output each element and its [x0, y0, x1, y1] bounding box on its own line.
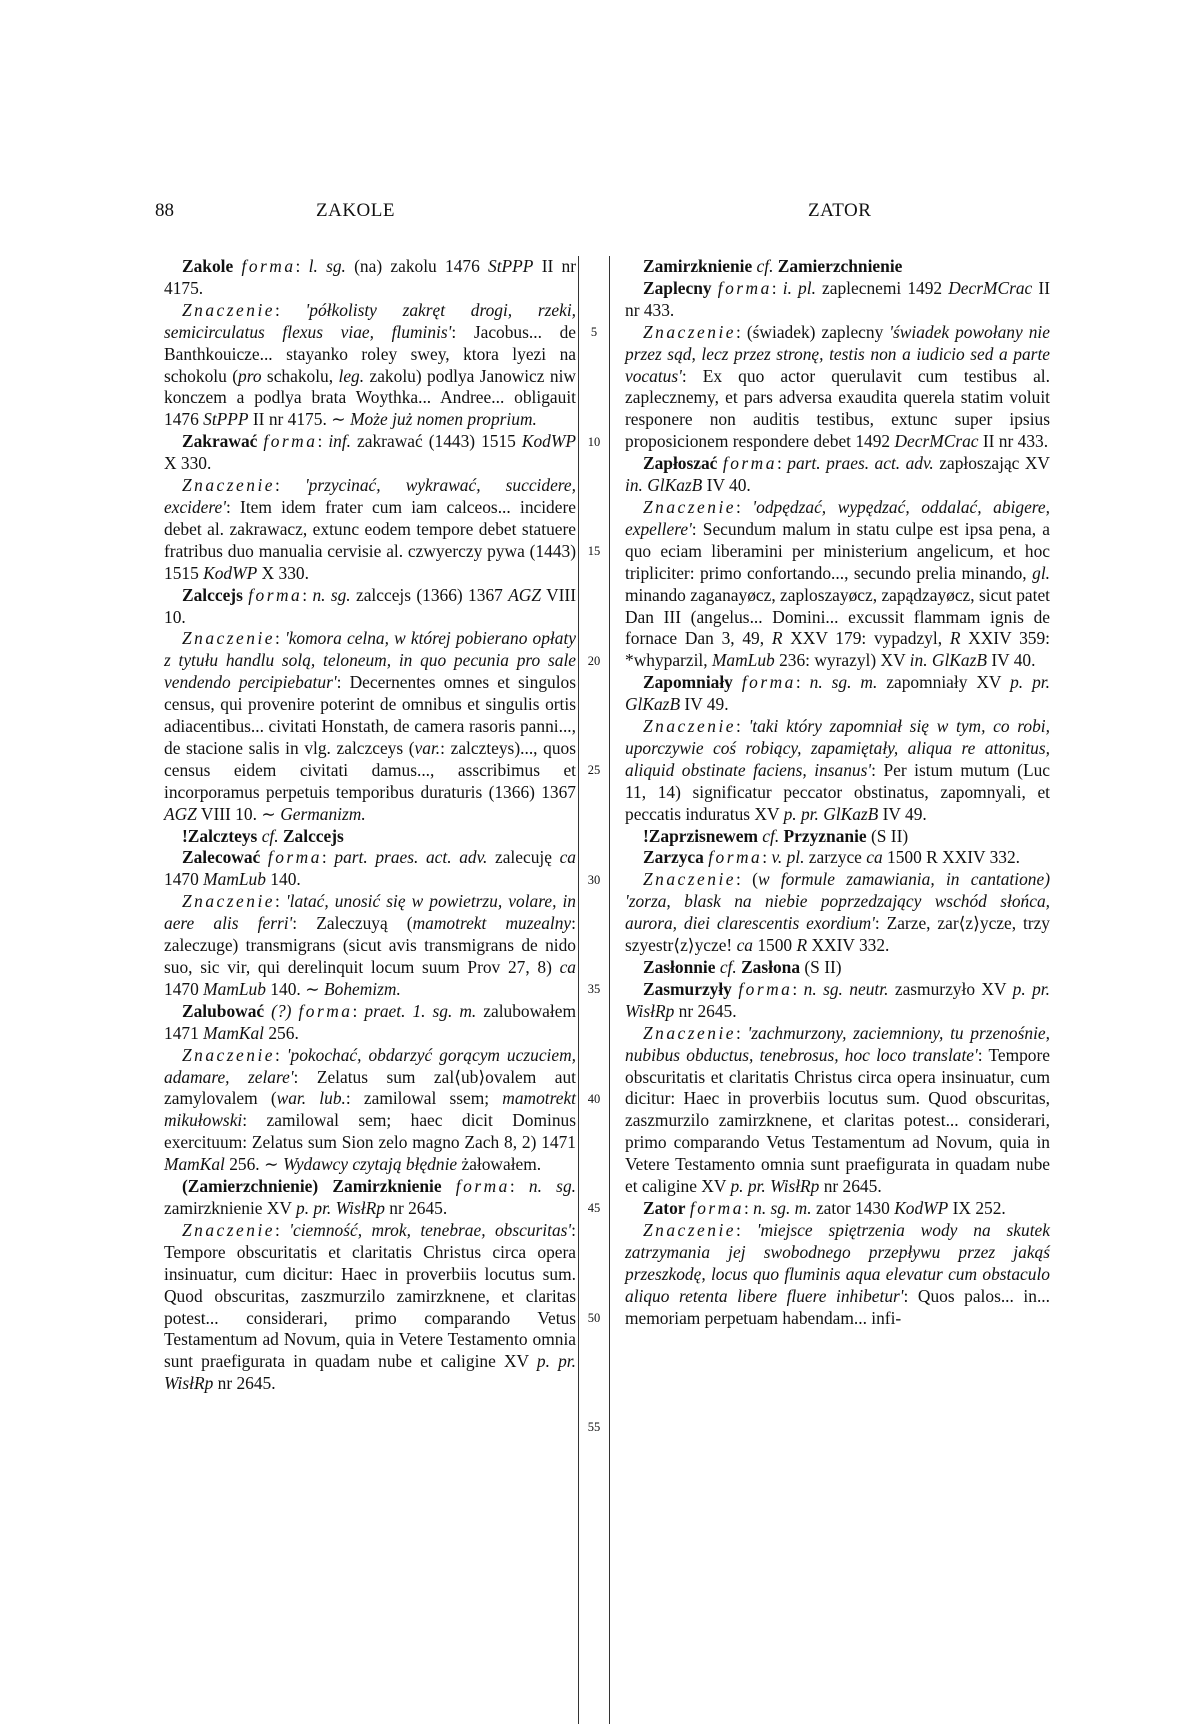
tilde-icon: ∼ [264, 1154, 279, 1175]
grammar-label: praet. 1. sg. m. [364, 1000, 477, 1021]
tilde-icon: ∼ [261, 803, 276, 824]
text: ca [866, 847, 883, 868]
source-abbrev: R [949, 628, 961, 649]
znaczenie-label: Znaczenie [182, 1219, 276, 1240]
text: (S II) [866, 825, 909, 846]
text: : Jacobus... de Banthkouicze... stayanko roley swey, ktora lyezi na schokolu ( [164, 321, 576, 386]
source-abbrev: MamLub [203, 978, 266, 999]
source-abbrev: WisłRp [625, 1000, 675, 1021]
grammar-label: part. praes. act. adv. [334, 847, 488, 868]
text: zator 1430 [811, 1197, 895, 1218]
text: minando zaganayøcz, zaploszayøcz, zapądzayøcz, sicut patet Dan III (angelus... Domini... excussit flammam ignis de fornace Dan 3, 49, [625, 584, 1050, 649]
definition: 'zachmurzony, zaciemniony, tu przenośnie, nubibus obductus, tenebrosus, hoc loco translate' [625, 1022, 1050, 1065]
cross-ref: Przyznanie [779, 825, 867, 846]
text: II nr 433. [978, 431, 1049, 452]
text: : ( [736, 869, 758, 890]
text: : [776, 453, 788, 474]
text: (?) [264, 1000, 299, 1021]
text: : [295, 256, 309, 276]
text: : zaleczuge) transmigrans (sicut avis transmigrans de nido suo, sic vir, qui derelinquit locum suum Prov 27, 8) [164, 913, 576, 977]
meaning-zarzyca [625, 869, 1050, 957]
text: : Tempore obscuritatis et claritatis Christus circa opera insinuatur, cum dicitur: Haec in proverbiis locutus sum. Quod obscuritas, zaszmurzilo zamirzknene, et claritas potest... considerari, primo comparando Vetus Testamentum ad Novum, quia in Vetere Testamento omnia sunt praefigurata in quadam nube et caligine XV [625, 1044, 1050, 1197]
headword: Zalccejs [182, 584, 243, 605]
text: IX 252. [948, 1197, 1006, 1218]
forma-label: forma [267, 847, 322, 868]
entry-zaslonnie [625, 957, 1050, 979]
cross-ref-label: cf. [757, 825, 780, 846]
text: 1470 [164, 869, 204, 890]
text: 256. [264, 1022, 299, 1043]
headword: Zamirzknienie [643, 256, 753, 276]
text: II nr 433. [625, 277, 1050, 320]
text: in. [625, 475, 643, 496]
source-abbrev: StPPP [488, 256, 534, 276]
text: : [771, 277, 783, 298]
source-abbrev: MamLub [711, 650, 775, 671]
grammar-label: n. sg. [528, 1176, 576, 1197]
text: : [352, 1000, 365, 1021]
definition: 'odpędzać, wypędzać, oddalać, abigere, expellere' [625, 496, 1050, 539]
line-number: 10 [587, 435, 601, 449]
line-number: 20 [587, 654, 601, 668]
tilde-icon: ∼ [331, 409, 346, 430]
source-abbrev: WisłRp [765, 1176, 820, 1197]
text: IV 49. [680, 694, 729, 715]
line-number: 25 [587, 763, 601, 777]
meaning-zakrawac: Znaczenie: 'przycinać, wykrawać, succidere, excidere': Item idem frater cum iam calceos... incidere debet al. zakrawacz, extunc eodem tempore debet statuere fratribus duo manualia cervisie al. czwyerczy pywa (1443) 1515 KodWP X 330. [164, 475, 576, 583]
text: XXIV 359: *whyparzil, [625, 628, 1050, 671]
definition: 'latać, unosić się w powietrzu, volare, in aere alis ferri' [164, 891, 576, 934]
entry-zalecowac [164, 847, 576, 891]
tilde-icon: ∼ [305, 978, 320, 999]
text: : Secundum malum in statu culpe est ipsa pena, a quo eciam liberamini per ministerium angelicum, et hoc tripliciter: primo confortando..., secundo prelia minando, [625, 518, 1050, 583]
forma-label: forma [241, 256, 296, 276]
text: : Item idem frater cum iam calceos... incidere debet al. zakrawacz, extunc eodem tempore debet statuere fratribus duo manualia cervisie al. czwyerczy pywa (1443) 1515 [164, 496, 576, 583]
cross-ref: Zalccejs [278, 825, 344, 846]
text: IV 40. [986, 650, 1036, 671]
definition: 'taki który zapomniał się w tym, co robi, uporczywie coś robiący, zapamiętały, aliqua re attonitus, aliquid obstinate faciens, insanus' [625, 716, 1050, 780]
text: zakolu) podlya Janowicz niw konczem a podlya brata Woythka... Andree... obligauit 1476 [164, 365, 576, 430]
entry-zaprzisnewem [625, 826, 1050, 848]
cross-ref-label: cf. [257, 825, 279, 846]
text: schakolu, [261, 365, 339, 386]
cross-ref-label: cf. [752, 256, 774, 276]
meaning-zasmurzyly: Znaczenie: 'zachmurzony, zaciemniony, tu przenośnie, nubibus obductus, tenebrosus, hoc loco translate': Tempore obscuritatis et claritatis Christus circa opera insinuatur, cum dicitur: Haec in proverbiis locutus sum. Quod obscuritas, zaszmurzilo zamirzknene, et claritas potest... considerari, primo comparando Vetus Testamentum ad Novum, quia in Vetere Testamento omnia sunt praefigurata in quadam nube et caligine XV p. pr. WisłRp nr 2645. [625, 1022, 1050, 1197]
definition: 'komora celna, w której pobierano opłaty z tytułu handlu solą, teloneum, in quo pecunia pro sale vendendo percipiebatur' [164, 628, 576, 693]
running-head-right: ZATOR [808, 200, 872, 221]
forma-label: forma [722, 453, 777, 474]
text: : zamilowal sem; haec dicit Dominus exercituum: Zelatus sum Sion zelo magno Zach 8, 2) 1471 [164, 1110, 576, 1153]
source-abbrev: WisłRp [331, 1197, 385, 1218]
text: 140. [265, 869, 301, 890]
grammar-label: n. sg. neutr. [803, 978, 889, 999]
text: XXV 179: vypadzyl, [782, 628, 950, 649]
headword: Zapomniały [643, 672, 733, 693]
text: leg. [338, 365, 365, 386]
headword: !Zaprzisnewem [643, 825, 758, 846]
forma-label: forma [298, 1000, 353, 1021]
entry-zator [625, 1198, 1050, 1220]
entry-zaplecny [625, 278, 1050, 322]
definition: 'przycinać, wykrawać, succidere, excidere' [164, 475, 576, 517]
page-number: 88 [155, 200, 174, 221]
text: II nr 4175. [164, 256, 577, 298]
text: IV 40. [702, 475, 751, 496]
line-number: 15 [587, 544, 601, 558]
text: zakrawać (1443) 1515 [351, 431, 522, 452]
meaning-zalecowac: Znaczenie: 'latać, unosić się w powietrzu, volare, in aere alis ferri': Zaleczuyą (mamotrekt muzealny: zaleczuge) transmigrans (sicut avis transmigrans de nido suo, sic vir, qui derelinquit locum suum Prov 27, 8) ca 1470 MamLub 140. ∼ Bohemizm. [164, 891, 576, 999]
entry-zalubowac [164, 1001, 576, 1045]
headword: Zasmurzyły [643, 978, 732, 999]
grammar-label: n. sg. [312, 584, 351, 605]
entry-zalccejs [164, 585, 576, 629]
grammar-label: v. pl. [771, 847, 805, 868]
right-column [625, 256, 1050, 1329]
znaczenie-label: Znaczenie [643, 496, 737, 517]
text: : zamilowal ssem; [345, 1088, 503, 1109]
grammar-label: part. praes. act. adv. [787, 453, 934, 474]
text: : [762, 847, 772, 868]
note: Bohemizm. [319, 978, 401, 999]
text: : [743, 1197, 754, 1218]
meaning-zaplecny [625, 322, 1050, 453]
source-abbrev: p. pr. GlKazB [783, 803, 879, 824]
text: nr 2645. [674, 1000, 737, 1021]
headword: Zalecować [182, 847, 261, 868]
headword: Zapłoszać [643, 453, 718, 474]
znaczenie-label: Znaczenie [182, 475, 276, 496]
note: Germanizm. [275, 803, 366, 824]
text: zapomniały XV [877, 672, 1011, 693]
znaczenie-label: Znaczenie [182, 299, 276, 320]
text: mamotrekt muzealny [412, 913, 572, 934]
line-number: 55 [587, 1420, 601, 1434]
grammar-label: inf. [328, 431, 352, 452]
text: ca [559, 957, 576, 977]
text: war. lub. [276, 1088, 346, 1109]
definition: 'półkolisty zakręt drogi, rzeki, semicirculatus flexus viae, fluminis' [164, 299, 576, 342]
text: nr 2645. [819, 1176, 882, 1197]
text: IV 49. [878, 803, 927, 824]
page-header [0, 200, 1183, 230]
text: X 330. [164, 453, 212, 474]
cross-ref-label: cf. [715, 957, 737, 977]
text: p. pr. [1010, 672, 1050, 693]
source-abbrev: R [771, 628, 783, 649]
cross-ref: Zamierzchnienie [773, 256, 903, 276]
grammar-label: n. sg. m. [753, 1197, 812, 1218]
line-number: 35 [587, 982, 601, 996]
text: : zalczteys)..., quos census eidem civitati damus..., asscribimus et incorporamus perpetuis temporibus duraturis (1366) 1367 [164, 737, 576, 802]
definition: w formule zamawiania, in cantatione) 'zorza, blask na niebie poprzedzający wschód słońca, aurora, diei clarescentis exordium' [625, 869, 1050, 934]
grammar-label: i. pl. [782, 277, 816, 298]
running-head-left: ZAKOLE [316, 200, 395, 221]
text: żałowałem. [457, 1154, 542, 1175]
text: 1470 [164, 978, 204, 999]
text: VIII 10. [164, 584, 577, 627]
entry-zakrawac [164, 431, 576, 475]
text: gl. [1032, 562, 1050, 583]
text: 140. [265, 978, 306, 999]
entry-zarzyca [625, 847, 1050, 869]
text: p. pr. [730, 1176, 766, 1197]
znaczenie-label: Znaczenie [643, 321, 737, 342]
headword: Zaplecny [643, 277, 712, 298]
definition: 'świadek powołany nie przez sąd, lecz przez stronę, testis non a iudicio sed a parte vocatus' [625, 321, 1050, 386]
text: p. pr. [296, 1197, 332, 1218]
line-number-gutter [578, 256, 610, 1724]
line-number: 30 [587, 873, 601, 887]
text: VIII 10. [196, 803, 262, 824]
definition: 'miejsce spiętrzenia wody na skutek zatrzymania jej swobodnego przepływu przez jakąś przeszkodę, locus quo fluminis aqua elevatur cum obstaculo aliquo retenta libere fluere inhibetur' [625, 1219, 1050, 1306]
headword: Zasłonnie [643, 957, 716, 977]
text: : Quos palos... in... memoriam perpetuam habendam... infi- [625, 1285, 1050, 1328]
line-number: 45 [587, 1201, 601, 1215]
text: nr 2645. [213, 1373, 276, 1394]
source-abbrev: MamKal [164, 1154, 225, 1175]
headword: Zalubować [182, 1000, 265, 1021]
meaning-zamirzknienie: Znaczenie: 'ciemność, mrok, tenebrae, obscuritas': Tempore obscuritatis et claritatis Christus circa opera insinuatur, cum dicitur: Haec in proverbiis locutus sum. Quod obscuritas, zaszmurzilo zamirzknene, et claritas potest... considerari, primo comparando Vetus Testamentum ad Novum, quia in Vetere Testamento omnia sunt praefigurata in quadam nube et caligine XV p. pr. WisłRp nr 2645. [164, 1219, 576, 1394]
line-number: 50 [587, 1311, 601, 1325]
text: (S II) [800, 957, 842, 977]
text: zarzyce [804, 847, 867, 868]
text: nr 2645. [384, 1197, 448, 1218]
forma-label: forma [455, 1176, 510, 1197]
text: zalubowałem 1471 [164, 1000, 576, 1043]
text: : [792, 978, 804, 999]
source-abbrev: KodWP [894, 1197, 949, 1218]
source-abbrev: StPPP [203, 409, 249, 430]
text: ca [736, 935, 753, 956]
note: Może już nomen proprium. [345, 409, 537, 430]
znaczenie-label: Znaczenie [643, 1219, 737, 1240]
note: Wydawcy czytają błędnie [278, 1154, 458, 1175]
line-number: 40 [587, 1092, 601, 1106]
text: : [321, 847, 335, 868]
text: : Zaleczuyą ( [292, 913, 413, 934]
source-abbrev: KodWP [521, 431, 576, 452]
meaning-zaploszac: Znaczenie: 'odpędzać, wypędzać, oddalać, abigere, expellere': Secundum malum in statu culpe est ipsa pena, a quo eciam liberamini per ministerium angelicum, et hoc tripliciter: primo confortando..., secundo prelia minando, gl. minando zaganayøcz, zaploszayøcz, zapądzayøcz, sicut patet Dan III (angelus... Domini... excussit flammam ignis de fornace Dan 3, 49, R XXV 179: vypadzyl, R XXIV 359: *whyparzil, MamLub 236: wyrazyl) XV in. GlKazB IV 40. [625, 496, 1050, 671]
source-abbrev: AGZ [508, 584, 542, 605]
text: : Zarze, zar⟨z⟩ycze, trzy szyestr⟨z⟩ycze! [625, 913, 1050, 956]
source-abbrev: MamLub [203, 869, 266, 890]
text: 1500 [753, 935, 797, 956]
text: : Zelatus sum zal⟨ub⟩ovalem aut zamylovalem ( [164, 1066, 576, 1109]
entry-zamirzknienie-ref [625, 256, 1050, 278]
headword: Zakole [182, 256, 234, 276]
entry-zalczteys [164, 826, 576, 848]
text: : [795, 672, 810, 693]
forma-label: forma [708, 847, 763, 868]
forma-label: forma [248, 584, 303, 605]
text: X 330. [257, 562, 309, 583]
znaczenie-label: Znaczenie [182, 1044, 276, 1065]
text: : (świadek) zaplecny [736, 321, 890, 342]
forma-label: forma [263, 431, 318, 452]
entry-zaploszac [625, 453, 1050, 497]
text: 1500 R XXIV 332. [882, 847, 1021, 868]
source-abbrev: DecrMCrac [894, 431, 979, 452]
source-abbrev: DecrMCrac [948, 277, 1033, 298]
text: p. pr. [1012, 978, 1050, 999]
text: : [317, 431, 329, 452]
headword: Zator [643, 1197, 686, 1218]
meaning-zator: Znaczenie: 'miejsce spiętrzenia wody na skutek zatrzymania jej swobodnego przepływu przez jakąś przeszkodę, locus quo fluminis aqua elevatur cum obstaculo aliquo retenta libere fluere inhibetur': Quos palos... in... memoriam perpetuam habendam... infi- [625, 1219, 1050, 1328]
znaczenie-label: Znaczenie [182, 628, 276, 649]
text: zalecuję [487, 847, 560, 868]
text: zamirzknienie XV [164, 1197, 296, 1218]
grammar-label: n. sg. m. [809, 672, 878, 693]
znaczenie-label: Znaczenie [643, 1022, 737, 1043]
entry-zapomnialy [625, 672, 1050, 716]
text: 256. [224, 1154, 265, 1175]
headword: Zakrawać [182, 431, 258, 452]
source-abbrev: in. GlKazB [909, 650, 987, 671]
source-abbrev: GlKazB [625, 694, 681, 715]
text: ca [559, 847, 576, 868]
forma-label: forma [738, 978, 793, 999]
text: (na) zakolu 1476 [345, 256, 489, 276]
text: XXIV 332. [807, 935, 890, 956]
entry-zasmurzyly [625, 979, 1050, 1023]
forma-label: forma [689, 1197, 744, 1218]
text: : Ex quo actor querulavit cum testibus al. zaplecznemy, et pars adversa exaudita querela statim voluit responere non auditis testibus, extunc super ipsius proposicionem respondere debet 1492 [625, 365, 1050, 452]
text: : [302, 584, 313, 605]
meaning-zalccejs: Znaczenie: 'komora celna, w której pobierano opłaty z tytułu handlu solą, teloneum, in quo pecunia pro sale vendendo percipiebatur': Decernentes omnes et singulos census, qui provenire poterint de omnibus et singulis ortis adiacentibus... civitati Honstath, de camera rasoris panni..., de stacione salis in vlg. zalczceys (var.: zalczteys)..., quos census eidem civitati damus..., asscribimus et incorporamus perpetuis temporibus duraturis (1366) 1367 AGZ VIII 10. ∼ Germanizm. [164, 628, 577, 824]
text: : Per istum mutum (Luc 11, 14) significatur peccator obstinatus, zapomnyali, et peccatis induratus XV [625, 759, 1050, 824]
definition: 'ciemność, mrok, tenebrae, obscuritas' [289, 1219, 572, 1240]
source-abbrev: AGZ [164, 803, 197, 824]
entry-zamirzknienie [164, 1176, 576, 1220]
znaczenie-label: Znaczenie [182, 891, 276, 912]
meaning-zalubowac: Znaczenie: 'pokochać, obdarzyć gorącym uczuciem, adamare, zelare': Zelatus sum zal⟨ub⟩ovalem aut zamylovalem (war. lub.: zamilowal ssem; mamotrekt mikułowski: zamilowal sem; haec dicit Dominus exercituum: Zelatus sum Sion zelo magno Zach 8, 2) 1471 MamKal 256. ∼ Wydawcy czytają błędnie żałowałem. [164, 1044, 576, 1175]
definition: 'pokochać, obdarzyć gorącym uczuciem, adamare, zelare' [164, 1044, 576, 1087]
source-abbrev: WisłRp [164, 1373, 214, 1394]
grammar-label: l. sg. [308, 256, 346, 276]
text: II nr 4175. [248, 409, 332, 430]
left-column [164, 256, 576, 1395]
text: var. [414, 737, 441, 758]
text: zapłoszając XV [933, 453, 1050, 474]
text: zaplecnemi 1492 [815, 277, 949, 298]
text: zasmurzyło XV [888, 978, 1013, 999]
text: p. pr. [536, 1351, 576, 1372]
forma-label: forma [717, 277, 772, 298]
znaczenie-label: Znaczenie [643, 716, 737, 737]
text: zalccejs (1366) 1367 [350, 584, 509, 605]
meaning-zakole: Znaczenie: 'półkolisty zakręt drogi, rzeki, semicirculatus flexus viae, fluminis': Jacobus... de Banthkouicze... stayanko roley swey, ktora lyezi na schokolu (pro schakolu, leg. zakolu) podlya Janowicz niw konczem a podlya brata Woythka... Andree... obligauit 1476 StPPP II nr 4175. ∼ Może już nomen proprium. [164, 299, 576, 430]
entry-zakole [164, 256, 576, 300]
text: mamotrekt mikułowski [164, 1088, 576, 1131]
text: 236: wyrazyl) XV [774, 650, 910, 671]
headword: Zarzyca [643, 847, 704, 868]
text: : Decernentes omnes et singulos census, qui provenire poterint de omnibus et singulis ortis adiacentibus... civitati Honstath, de camera rasoris panni..., de stacione salis in vlg. zalczceys ( [164, 672, 577, 758]
line-number: 5 [590, 325, 598, 339]
source-abbrev: MamKal [203, 1022, 265, 1043]
text: : Tempore obscuritatis et claritatis Christus circa opera insinuatur, cum dicitur: Haec in proverbiis locutus sum. Quod obscuritas, zaszmurzilo zamirzknene, et claritas potest... considerari, primo comparando Vetus Testamentum ad Novum, quia in Vetere Testamento omnia sunt praefigurata in quadam nube et caligine XV [164, 1219, 576, 1372]
forma-label: forma [741, 672, 796, 693]
headword: !Zalczteys [182, 825, 258, 846]
source-abbrev: R [796, 935, 808, 956]
text: : [509, 1176, 529, 1197]
source-abbrev: GlKazB [642, 475, 703, 496]
cross-ref: Zasłona [736, 957, 801, 977]
source-abbrev: KodWP [203, 562, 258, 583]
znaczenie-label: Znaczenie [643, 869, 737, 890]
headword: (Zamierzchnienie) Zamirzknienie [182, 1176, 442, 1197]
meaning-zapomnialy: Znaczenie: 'taki który zapomniał się w tym, co robi, uporczywie coś robiący, zapamiętały, aliqua re attonitus, aliquid obstinate faciens, insanus': Per istum mutum (Luc 11, 14) significatur peccator obstinatus, zapomnyali, et peccatis induratus XV p. pr. GlKazB IV 49. [625, 716, 1050, 824]
text: pro [238, 365, 262, 386]
